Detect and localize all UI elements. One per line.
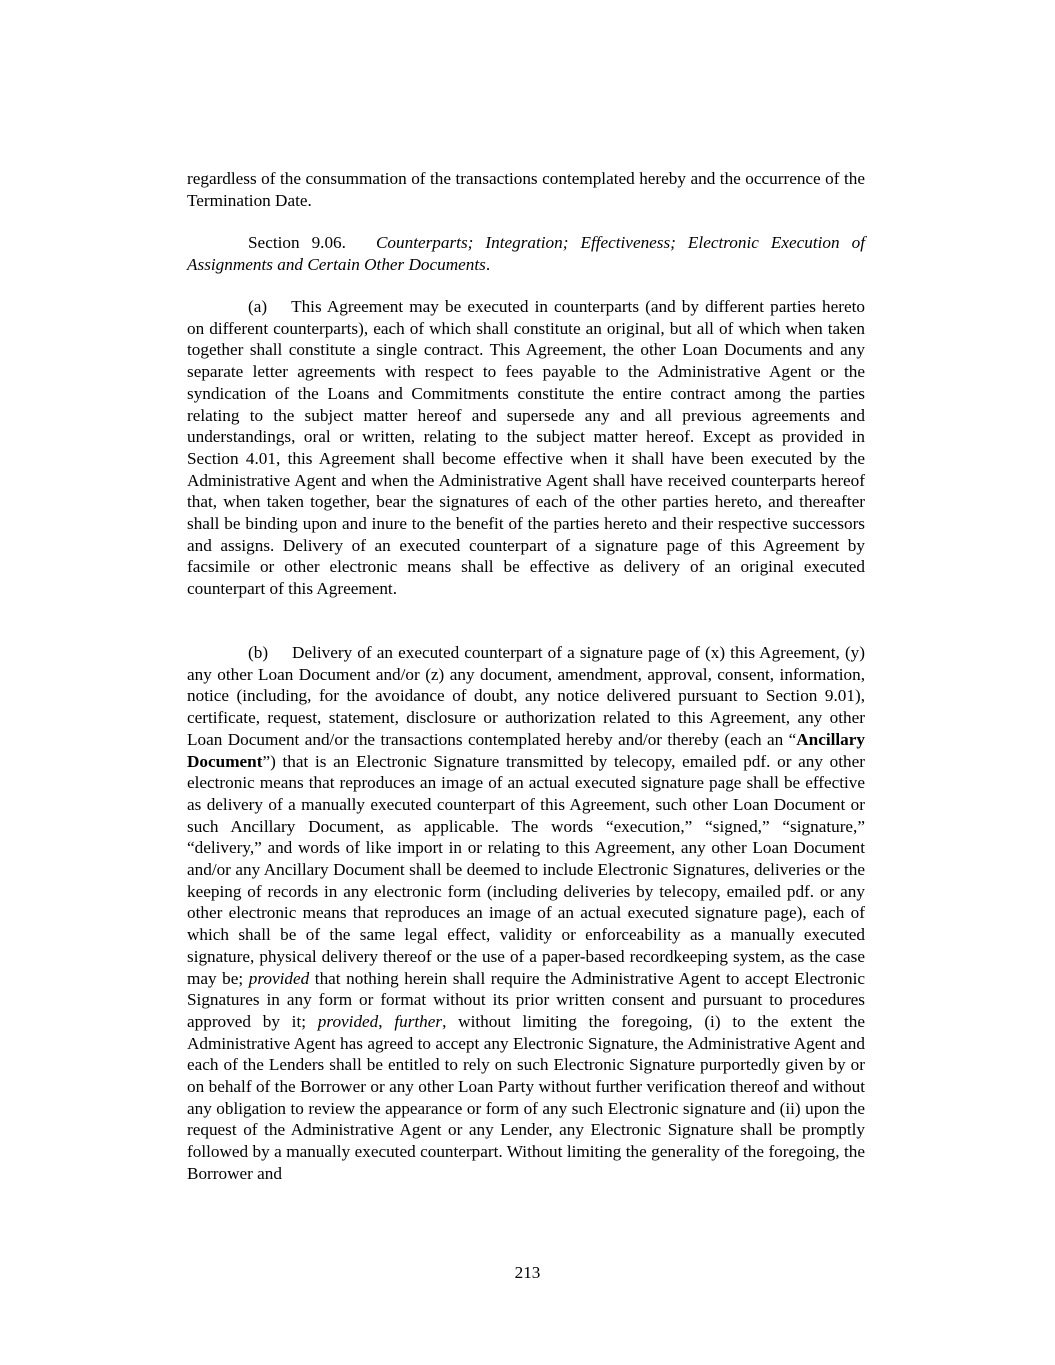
paragraph-a-text: This Agreement may be executed in counterparts (and by different parties hereto on different counterparts), each of which shall constitute an original, but all of which when taken together shall constitute a single contract. This Agreement, the other Loan Documents and any separate letter agreements with respect to fees payable to the Administrative Agent or the syndication of the Loans and Commitments constitute the entire contract among the parties relating to the subject matter hereof and supersede any and all previous agreements and understandings, oral or written, relating to the subject matter hereof. Except as provided in Section 4.01, this Agreement shall become effective when it shall have been executed by the Administrative Agent and when the Administrative Agent shall have received counterparts hereof that, when taken together, bear the signatures of each of the other parties hereto, and thereafter shall be binding upon and inure to the benefit of the parties hereto and their respective successors and assigns. Delivery of an executed counterpart of a signature page of this Agreement by facsimile or other electronic means shall be effective as delivery of an original executed counterpart of this Agreement. (187, 297, 865, 599)
paragraph-b-label: (b) (248, 643, 269, 662)
section-title-period: . (485, 254, 491, 274)
proviso-further: further (394, 1011, 443, 1031)
paragraph-b-text-1: Delivery of an executed counterpart of a signature page of (x) this Agreement, (y) any other Loan Document and/or (z) any document, amendment, approval, consent, information, notice (including, for the avoidance of doubt, any notice delivered pursuant to Section 9.01), certificate, request, statement, disclosure or authorization related to this Agreement, any other Loan Document and/or the transactions contemplated hereby and/or thereby (each an “ (187, 643, 865, 749)
paragraph-b-text-5: , without limiting the foregoing, (i) to the extent the Administrative Agent has agreed to accept any Electronic Signature, the Administrative Agent and each of the Lenders shall be entitled to rely on such Electronic Signature purportedly given by or on behalf of the Borrower or any other Loan Party without further verification thereof and without any obligation to review the appearance or form of any such Electronic signature and (ii) upon the request of the Administrative Agent or any Lender, any Electronic Signature shall be promptly followed by a manually executed counterpart. Without limiting the generality of the foregoing, the Borrower and (187, 1011, 866, 1183)
continuation-paragraph: regardless of the consummation of the transactions contemplated hereby and the occurrence of the Termination Date. (187, 169, 865, 210)
section-number: Section 9.06. (248, 233, 346, 252)
paragraph-b-text-4: , (378, 1011, 395, 1031)
paragraph-b-text-3: that nothing herein shall require the Administrative Agent to accept Electronic Signatures in any form or format without its prior written consent and pursuant to procedures approved by it; (187, 968, 866, 1031)
paragraph-b-text-2: ”) that is an Electronic Signature transmitted by telecopy, emailed pdf. or any other electronic means that reproduces an image of an actual executed signature page shall be effective as delivery of a manually executed counterpart of this Agreement, such other Loan Document or such Ancillary Document, as applicable. The words “execution,” “signed,” “signature,” “delivery,” and words of like import in or relating to this Agreement, any other Loan Document and/or any Ancillary Document shall be deemed to include Electronic Signatures, deliveries or the keeping of records in any electronic form (including deliveries by telecopy, emailed pdf. or any other electronic means that reproduces an image of an actual executed signature page), each of which shall be of the same legal effect, validity or enforceability as a manually executed signature, physical delivery thereof or the use of a paper-based recordkeeping system, as the case may be; (187, 751, 865, 988)
proviso-provided: provided (248, 968, 310, 988)
section-heading (187, 232, 865, 275)
paragraph-a-label: (a) (248, 297, 268, 316)
section-title: Counterparts; Integration; Effectiveness; Electronic Execution of Assignments and Certain Other Documents (187, 233, 865, 274)
defined-term-ancillary-document: Ancillary Document (187, 729, 865, 771)
paragraph-b (187, 642, 865, 1185)
page-number: 213 (514, 1263, 541, 1282)
proviso-provided-2: provided (317, 1011, 379, 1031)
paragraph-a (187, 296, 865, 600)
